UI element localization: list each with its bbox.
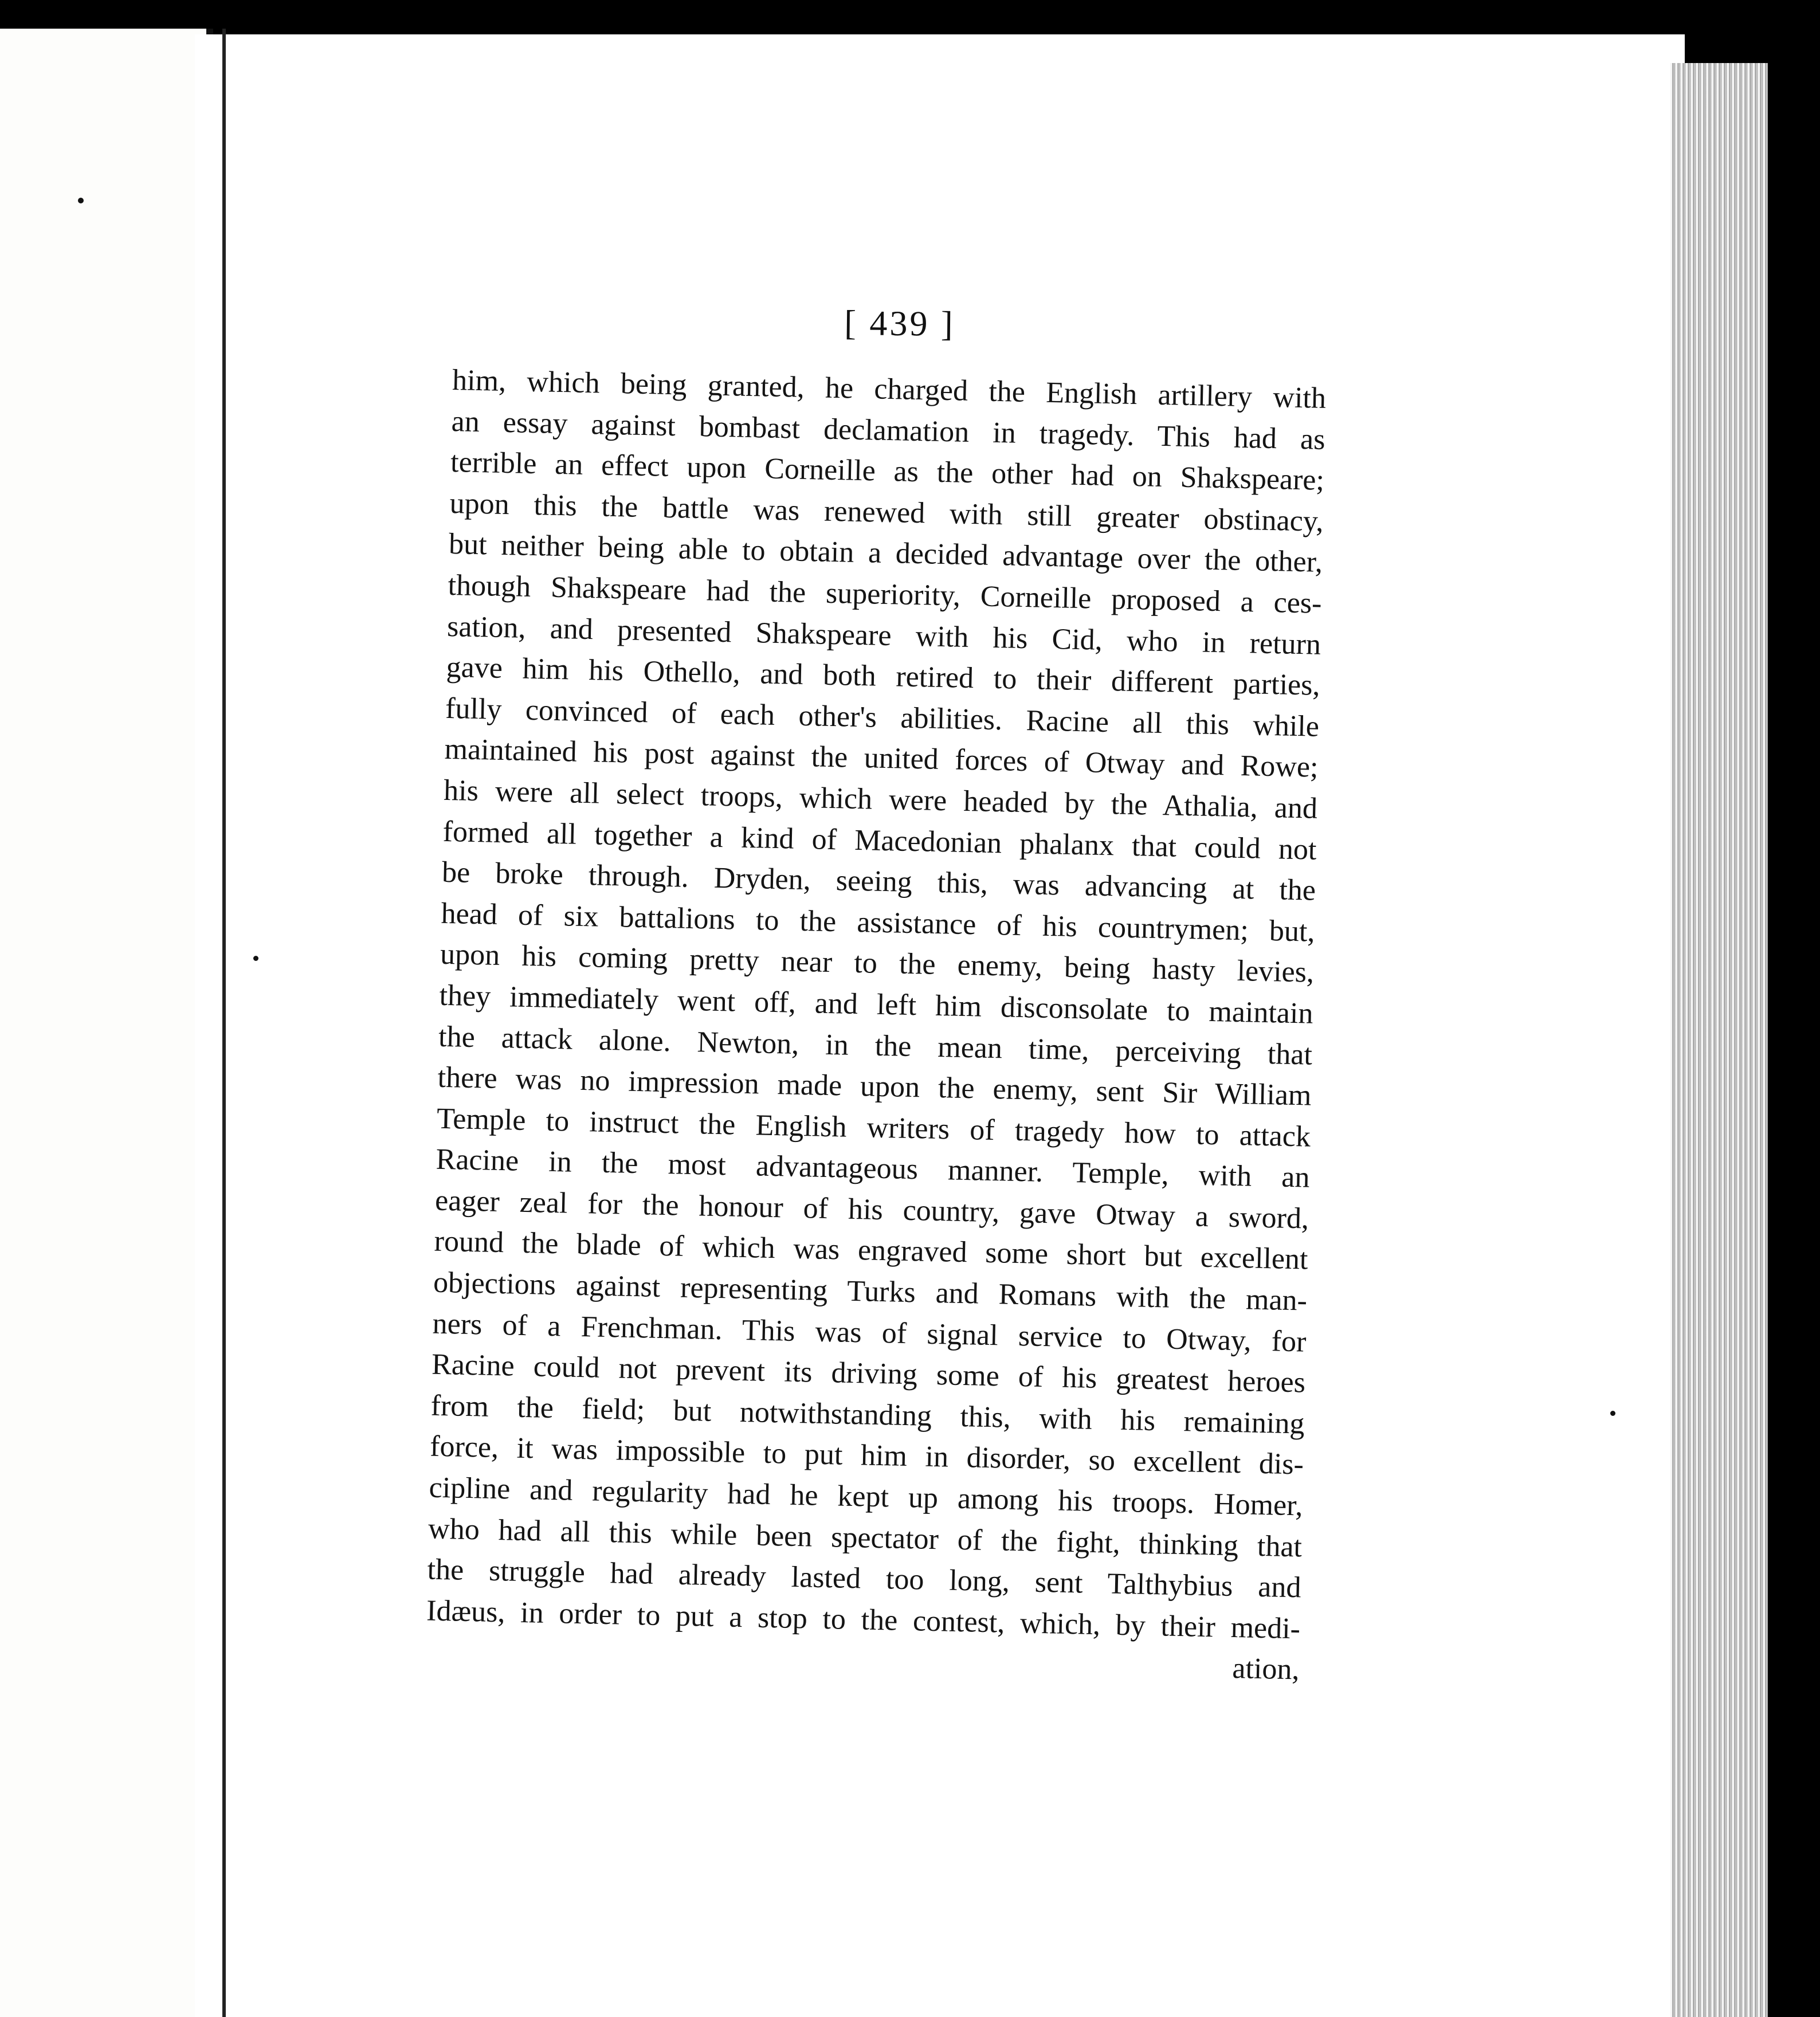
text-line: round the blade of which was engraved some short but excellent (434, 1225, 1309, 1277)
text-line: terrible an effect upon Corneille as the other had on Shakspeare; (450, 446, 1325, 497)
text-line: objections against representing Turks and Romans with the man- (433, 1266, 1308, 1317)
text-line: though Shakspeare had the superiority, Corneille proposed a ces- (448, 568, 1323, 620)
text-line: from the field; but notwithstanding this, with his remaining (430, 1389, 1305, 1441)
text-line: the attack alone. Newton, in the mean time, perceiving that (438, 1020, 1313, 1072)
text-line: an essay against bombast declamation in tragedy. This had as (451, 405, 1326, 456)
text-line: Idæus, in order to put a stop to the contest, which, by their medi- (426, 1594, 1301, 1646)
text-line: they immediately went off, and left him disconsolate to maintain (439, 979, 1314, 1030)
ink-speck (1610, 1411, 1615, 1416)
text-line: upon this the battle was renewed with still greater obstinacy, (449, 486, 1324, 538)
ink-speck (78, 198, 84, 203)
text-line: eager zeal for the honour of his country, gave Otway a sword, (434, 1184, 1309, 1235)
ink-speck (253, 956, 258, 961)
text-line: ners of a Frenchman. This was of signal service to Otway, for (432, 1307, 1307, 1359)
text-line: him, which being granted, he charged the English artillery with (452, 363, 1327, 415)
facing-page-left (0, 29, 206, 2017)
stacked-page-edges (1670, 63, 1768, 2017)
text-line: there was no impression made upon the enemy, sent Sir William (437, 1061, 1312, 1112)
text-line: Temple to instruct the English writers of tragedy how to attack (436, 1102, 1311, 1153)
text-line: force, it was impossible to put him in disorder, so excellent dis- (429, 1430, 1304, 1481)
text-line: who had all this while been spectator of the fight, thinking that (427, 1512, 1303, 1564)
text-line: his were all select troops, which were headed by the Athalia, and (443, 774, 1318, 825)
text-line: upon his coming pretty near to the enemy, being hasty levies, (440, 938, 1315, 990)
text-line: ation, (1231, 1652, 1300, 1686)
text-line: Racine in the most advantageous manner. Temple, with an (436, 1143, 1311, 1194)
page-edge-left (222, 29, 226, 2017)
text-line: gave him his Othello, and both retired to their different parties, (446, 651, 1321, 702)
text-line: be broke through. Dryden, seeing this, was advancing at the (441, 856, 1316, 907)
text-line: formed all together a kind of Macedonian phalanx that could not (442, 815, 1317, 866)
text-line: Racine could not prevent its driving some of his greatest heroes (431, 1348, 1306, 1399)
text-line: sation, and presented Shakspeare with his Cid, who in return (446, 610, 1321, 661)
text-line: maintained his post against the united forces of Otway and Rowe; (444, 733, 1319, 784)
page-number: [ 439 ] (844, 303, 955, 344)
text-line: the struggle had already lasted too long, sent Talthybius and (427, 1553, 1302, 1604)
scan-border-right (1768, 63, 1820, 2017)
text-line: head of six battalions to the assistance of his countrymen; but, (441, 897, 1316, 948)
text-line: cipline and regularity had he kept up among his troops. Homer, (429, 1471, 1304, 1522)
body-text (425, 360, 1327, 1690)
text-line: fully convinced of each other's abilities. Racine all this while (445, 692, 1320, 743)
text-line: but neither being able to obtain a decided advantage over the other, (448, 528, 1323, 579)
